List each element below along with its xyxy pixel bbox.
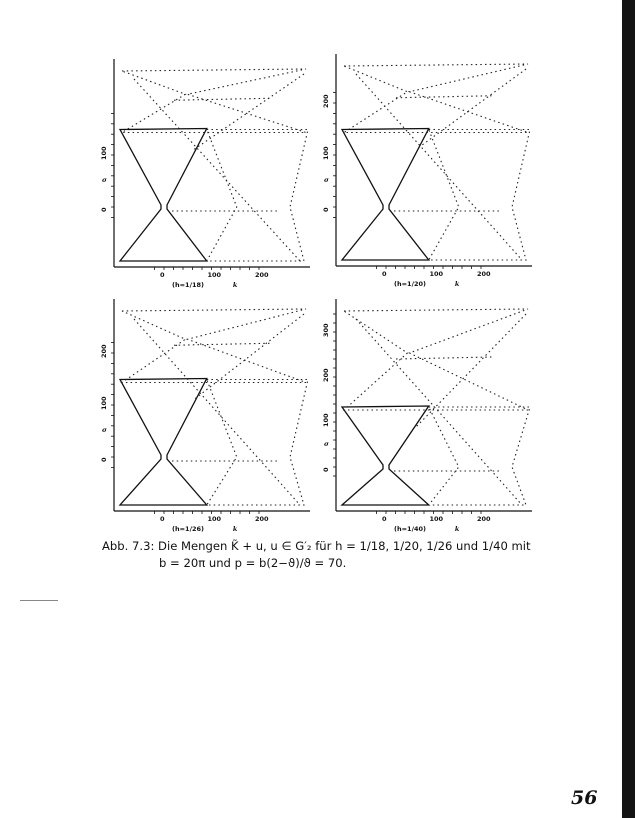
x-tick-label: 0 [382,515,387,523]
margin-mark [20,600,58,601]
translated-set-upper [122,69,306,133]
x-tick-label: 200 [255,515,269,523]
parameter-label: (h=1/20) [394,280,426,288]
y-tick-label: 0 [322,467,330,472]
x-axis-name: k [232,525,238,533]
plot-h-1-18 [100,55,310,289]
plot-h-1-20 [322,50,534,288]
x-axis-name: k [232,281,238,289]
y-tick-label: 0 [100,457,108,462]
hourglass-set [342,129,429,261]
diagram-svg [110,55,310,285]
y-tick-label: 0 [322,207,330,212]
caption-line-2: b = 20π und p = b(2−ϑ)/ϑ = 70. [159,556,347,570]
y-axis-name: σ [324,440,329,448]
x-tick-label: 200 [477,270,491,278]
x-tick-label: 100 [429,515,444,523]
translated-set-middle [172,343,280,461]
x-axis-name: k [454,280,460,288]
translated-set-middle [394,96,502,211]
x-tick-label: 0 [382,270,387,278]
translated-set-right [207,130,308,262]
figure-caption [102,538,542,572]
y-axis-name: σ [324,175,329,184]
x-tick-label: 100 [207,515,222,523]
y-tick-label: 300 [322,323,330,337]
hourglass-set [120,379,207,506]
plot-h-1-40 [322,295,534,533]
x-tick-label: 100 [207,271,222,279]
x-tick-label: 200 [255,271,269,279]
translated-set-right [429,407,530,505]
diagram-svg [110,295,310,530]
page-number: 56 [571,787,598,809]
translated-set-diagonals [134,74,304,261]
y-tick-label: 100 [100,396,108,410]
translated-set-upper [344,64,528,133]
translated-set-right [429,130,530,261]
x-tick-label: 0 [160,515,165,523]
y-tick-label: 200 [100,344,108,358]
y-tick-label: 200 [322,94,330,108]
parameter-label: (h=1/26) [172,525,204,533]
diagram-svg [332,295,534,530]
hourglass-set [342,406,429,505]
y-axis-name: σ [102,175,107,184]
y-tick-label: 100 [322,413,330,427]
x-tick-label: 0 [160,271,165,279]
translated-set-middle [172,98,280,211]
y-tick-label: 200 [322,368,330,382]
x-tick-label: 200 [477,515,491,523]
caption-line-1: Abb. 7.3: Die Mengen K̃ + u, u ∈ G′₂ für h = 1/18, 1/20, 1/26 und 1/40 mit [102,539,531,553]
diagram-svg [332,50,534,285]
translated-set-middle [394,357,502,471]
plot-h-1-26 [100,295,310,533]
y-tick-label: 0 [100,207,108,212]
parameter-label: (h=1/40) [394,525,426,533]
translated-set-upper [122,309,306,383]
x-tick-label: 100 [429,270,444,278]
translated-set-right [207,380,308,506]
y-tick-label: 100 [100,146,108,160]
translated-set-diagonals [356,69,526,260]
translated-set-diagonals [134,314,304,505]
scan-edge-shadow [622,0,635,818]
translated-set-upper [344,309,528,410]
parameter-label: (h=1/18) [172,281,204,289]
hourglass-set [120,129,207,262]
y-axis-name: σ [102,425,107,434]
y-tick-label: 100 [322,146,330,160]
x-axis-name: k [454,525,460,533]
